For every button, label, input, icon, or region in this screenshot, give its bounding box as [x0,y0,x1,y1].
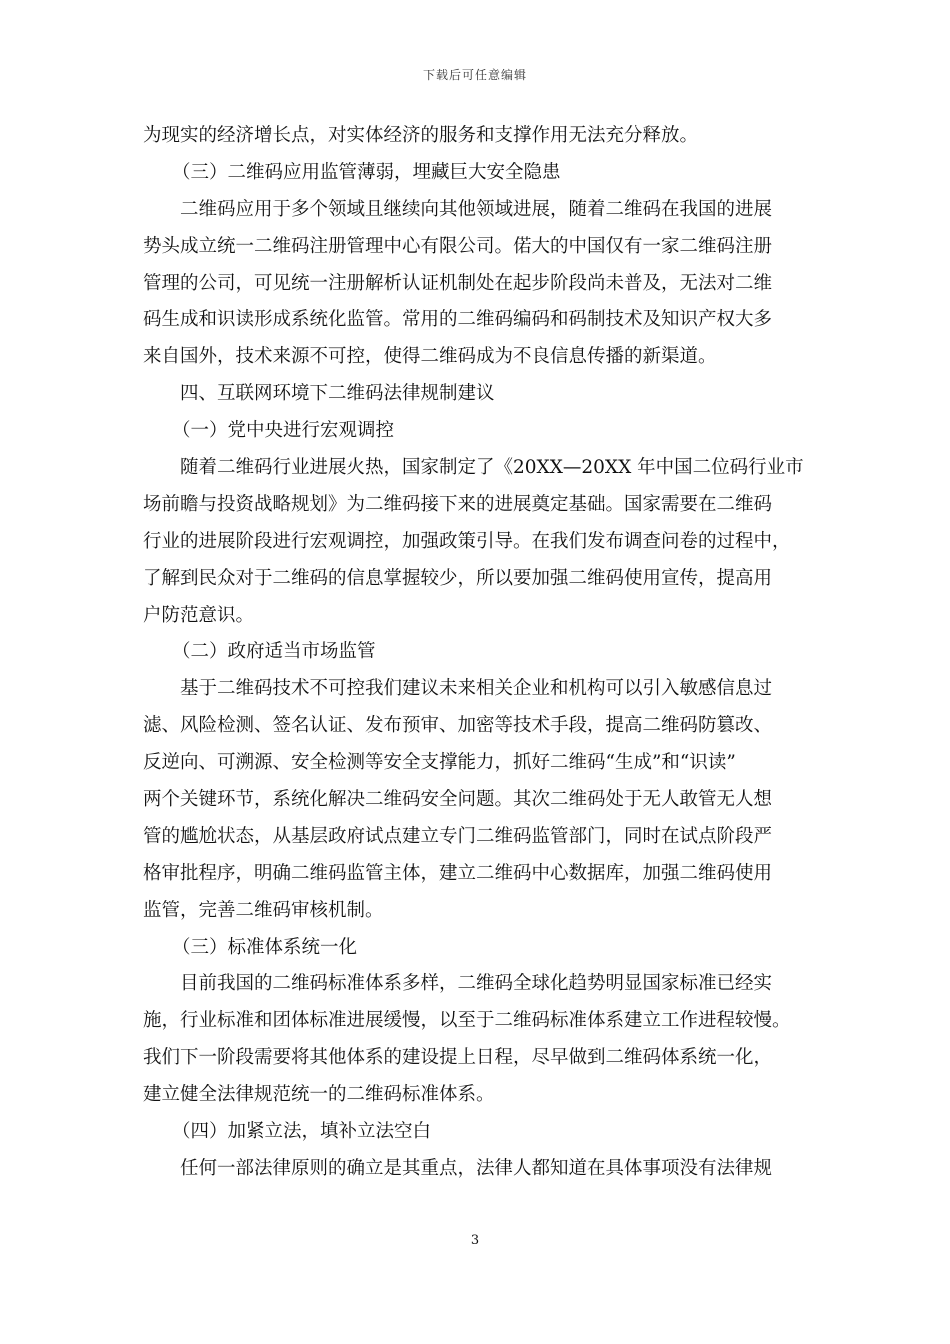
text-line: 势头成立统一二维码注册管理中心有限公司。偌大的中国仅有一家二维码注册 [143,235,773,257]
text-line: 建立健全法律规范统一的二维码标准体系。 [143,1084,495,1106]
text-line: （一）党中央进行宏观调控 [172,420,395,442]
page-header: 下载后可任意编辑 [422,68,527,82]
text-line: 我们下一阶段需要将其他体系的建设提上日程，尽早做到二维码体系统一化， [143,1047,773,1069]
document-body [143,118,815,1188]
text-line: 格审批程序，明确二维码监管主体，建立二维码中心数据库，加强二维码使用 [143,862,773,884]
text-line: 户防范意识。 [143,604,255,626]
text-line: 码生成和识读形成系统化监管。常用的二维码编码和码制技术及知识产权大多 [143,309,773,331]
text-line: 管的尴尬状态，从基层政府试点建立专门二维码监管部门，同时在试点阶段严 [143,825,773,847]
text-line: 二维码应用于多个领域且继续向其他领域进展，随着二维码在我国的进展 [180,198,773,220]
text-line: （三）标准体系统一化 [172,936,358,958]
page-number: 3 [470,1233,480,1248]
text-line: 管理的公司，可见统一注册解析认证机制处在起步阶段尚未普及，无法对二维 [143,272,773,294]
text-line: 为现实的经济增长点，对实体经济的服务和支撑作用无法充分释放。 [143,125,699,146]
text-line: （四）加紧立法，填补立法空白 [172,1121,432,1143]
text-line: 场前瞻与投资战略规划》为二维码接下来的进展奠定基础。国家需要在二维码 [143,493,773,515]
text-line: 两个关键环节，系统化解决二维码安全问题。其次二维码处于无人敢管无人想 [143,789,773,811]
text-line: 来自国外，技术来源不可控，使得二维码成为不良信息传播的新渠道。 [143,346,717,368]
text-line: 基于二维码技术不可控我们建议未来相关企业和机构可以引入敏感信息过 [180,678,773,700]
text-line: 施，行业标准和团体标准进展缓慢，以至于二维码标准体系建立工作进程较慢。 [143,1010,791,1032]
text-line: 行业的进展阶段进行宏观调控，加强政策引导。在我们发布调查问卷的过程中， [143,530,791,552]
text-line: （二）政府适当市场监管 [172,641,376,663]
text-line: 四、互联网环境下二维码法律规制建议 [180,383,495,405]
text-line: 反逆向、可溯源、安全检测等安全支撑能力，抓好二维码“生成”和“识读” [143,752,736,774]
text-line: 监管，完善二维码审核机制。 [143,899,384,921]
text-line: 了解到民众对于二维码的信息掌握较少，所以要加强二维码使用宣传，提高用 [143,567,773,589]
text-line: 任何一部法律原则的确立是其重点，法律人都知道在具体事项没有法律规 [180,1157,773,1179]
text-line: 目前我国的二维码标准体系多样，二维码全球化趋势明显国家标准已经实 [180,973,773,995]
text-line: 滤、风险检测、签名认证、发布预审、加密等技术手段，提高二维码防篡改、 [143,715,773,737]
text-line: （三）二维码应用监管薄弱，埋藏巨大安全隐患 [172,161,561,183]
text-line: 随着二维码行业进展火热，国家制定了《20XX—20XX 年中国二位码行业市 [180,457,804,479]
